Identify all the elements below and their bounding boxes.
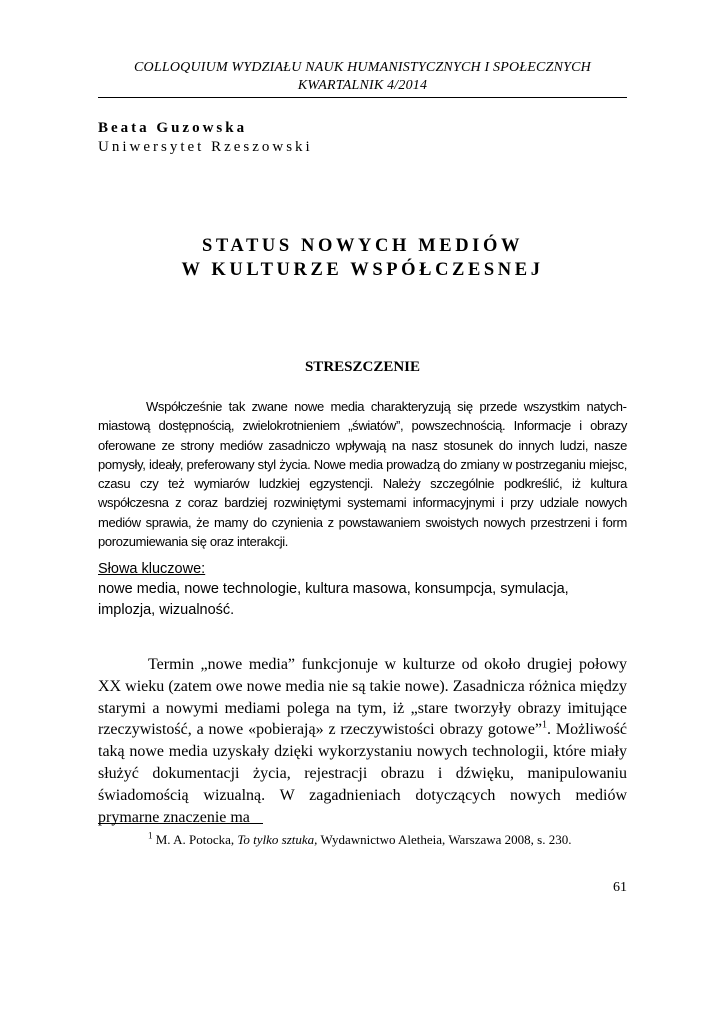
keywords-label: Słowa kluczowe:	[98, 561, 206, 577]
footnote-reference[interactable]: 1	[542, 720, 548, 732]
footnote-book-title: To tylko sztuka,	[237, 832, 318, 847]
journal-title: COLLOQUIUM WYDZIAŁU NAUK HUMANISTYCZNYCH I SPOŁECZNYCH	[134, 60, 591, 75]
author-affiliation: Uniwersytet Rzeszowski	[98, 139, 313, 155]
body-text-part-1: Termin „nowe media” funkcjonuje w kulturze od około drugiej połowy XX wieku (zatem owe nowe media nie są takie nowe). Zasadnicza różnica między starymi a nowymi mediami polega na tym, iż „stare tworzyły obrazy imitujące rzeczywistość, a nowe «pobierają» z rzeczywistości obrazy gotowe”	[98, 656, 627, 739]
header-rule	[98, 97, 627, 98]
journal-header	[98, 59, 627, 95]
author-name: Beata Guzowska	[98, 120, 248, 136]
body-text-part-2: . Możliwość taką nowe media uzyskały dzięki wykorzystaniu nowych technologii, które miały służyć dokumentacji życia, rejestracji obrazu i dźwięku, manipulowaniu świadomością wizualną. W zagadnieniach dotyczących nowych mediów prymarne znaczenie ma	[98, 721, 628, 826]
footnote-rule	[98, 823, 263, 824]
article-title-line-2: W KULTURZE WSPÓŁCZESNEJ	[181, 260, 544, 280]
footnote	[98, 829, 627, 851]
article-title	[98, 234, 627, 282]
keywords-text: nowe media, nowe technologie, kultura masowa, konsumpcja, symulacja, implozja, wizualność.	[98, 581, 569, 618]
footnote-number: 1	[148, 830, 153, 841]
article-title-line-1: STATUS NOWYCH MEDIÓW	[201, 236, 524, 256]
page-number: 61	[613, 880, 627, 895]
footnote-publication: Wydawnictwo Aletheia, Warszawa 2008, s. 230.	[320, 832, 572, 847]
footnote-author: M. A. Potocka,	[155, 832, 235, 847]
body-paragraph	[98, 654, 627, 828]
abstract-text: Współcześnie tak zwane nowe media charakteryzują się przede wszystkim natychmiastową dostępnością, zwielokrotnieniem „światów”, powszechnością. Informacje i obrazy oferowane ze strony mediów zasadniczo wpływają na nasz stosunek do innych ludzi, nasze pomysły, ideały, preferowany styl życia. Nowe media prowadzą do zmiany w postrzeganiu miejsc, czasu czy też wymiarów ludzkiej egzystencji. Należy szczególnie podkreślić, iż kultura współczesna z coraz bardziej rozwiniętymi systemami informacyjnymi i przy udziale nowych mediów sprawia, że mamy do czynienia z powstawaniem swoistych nowych przestrzeni i form porozumiewania się oraz interakcji.	[98, 399, 627, 550]
abstract-heading: STRESZCZENIE	[304, 359, 421, 375]
journal-issue: KWARTALNIK 4/2014	[297, 78, 428, 93]
